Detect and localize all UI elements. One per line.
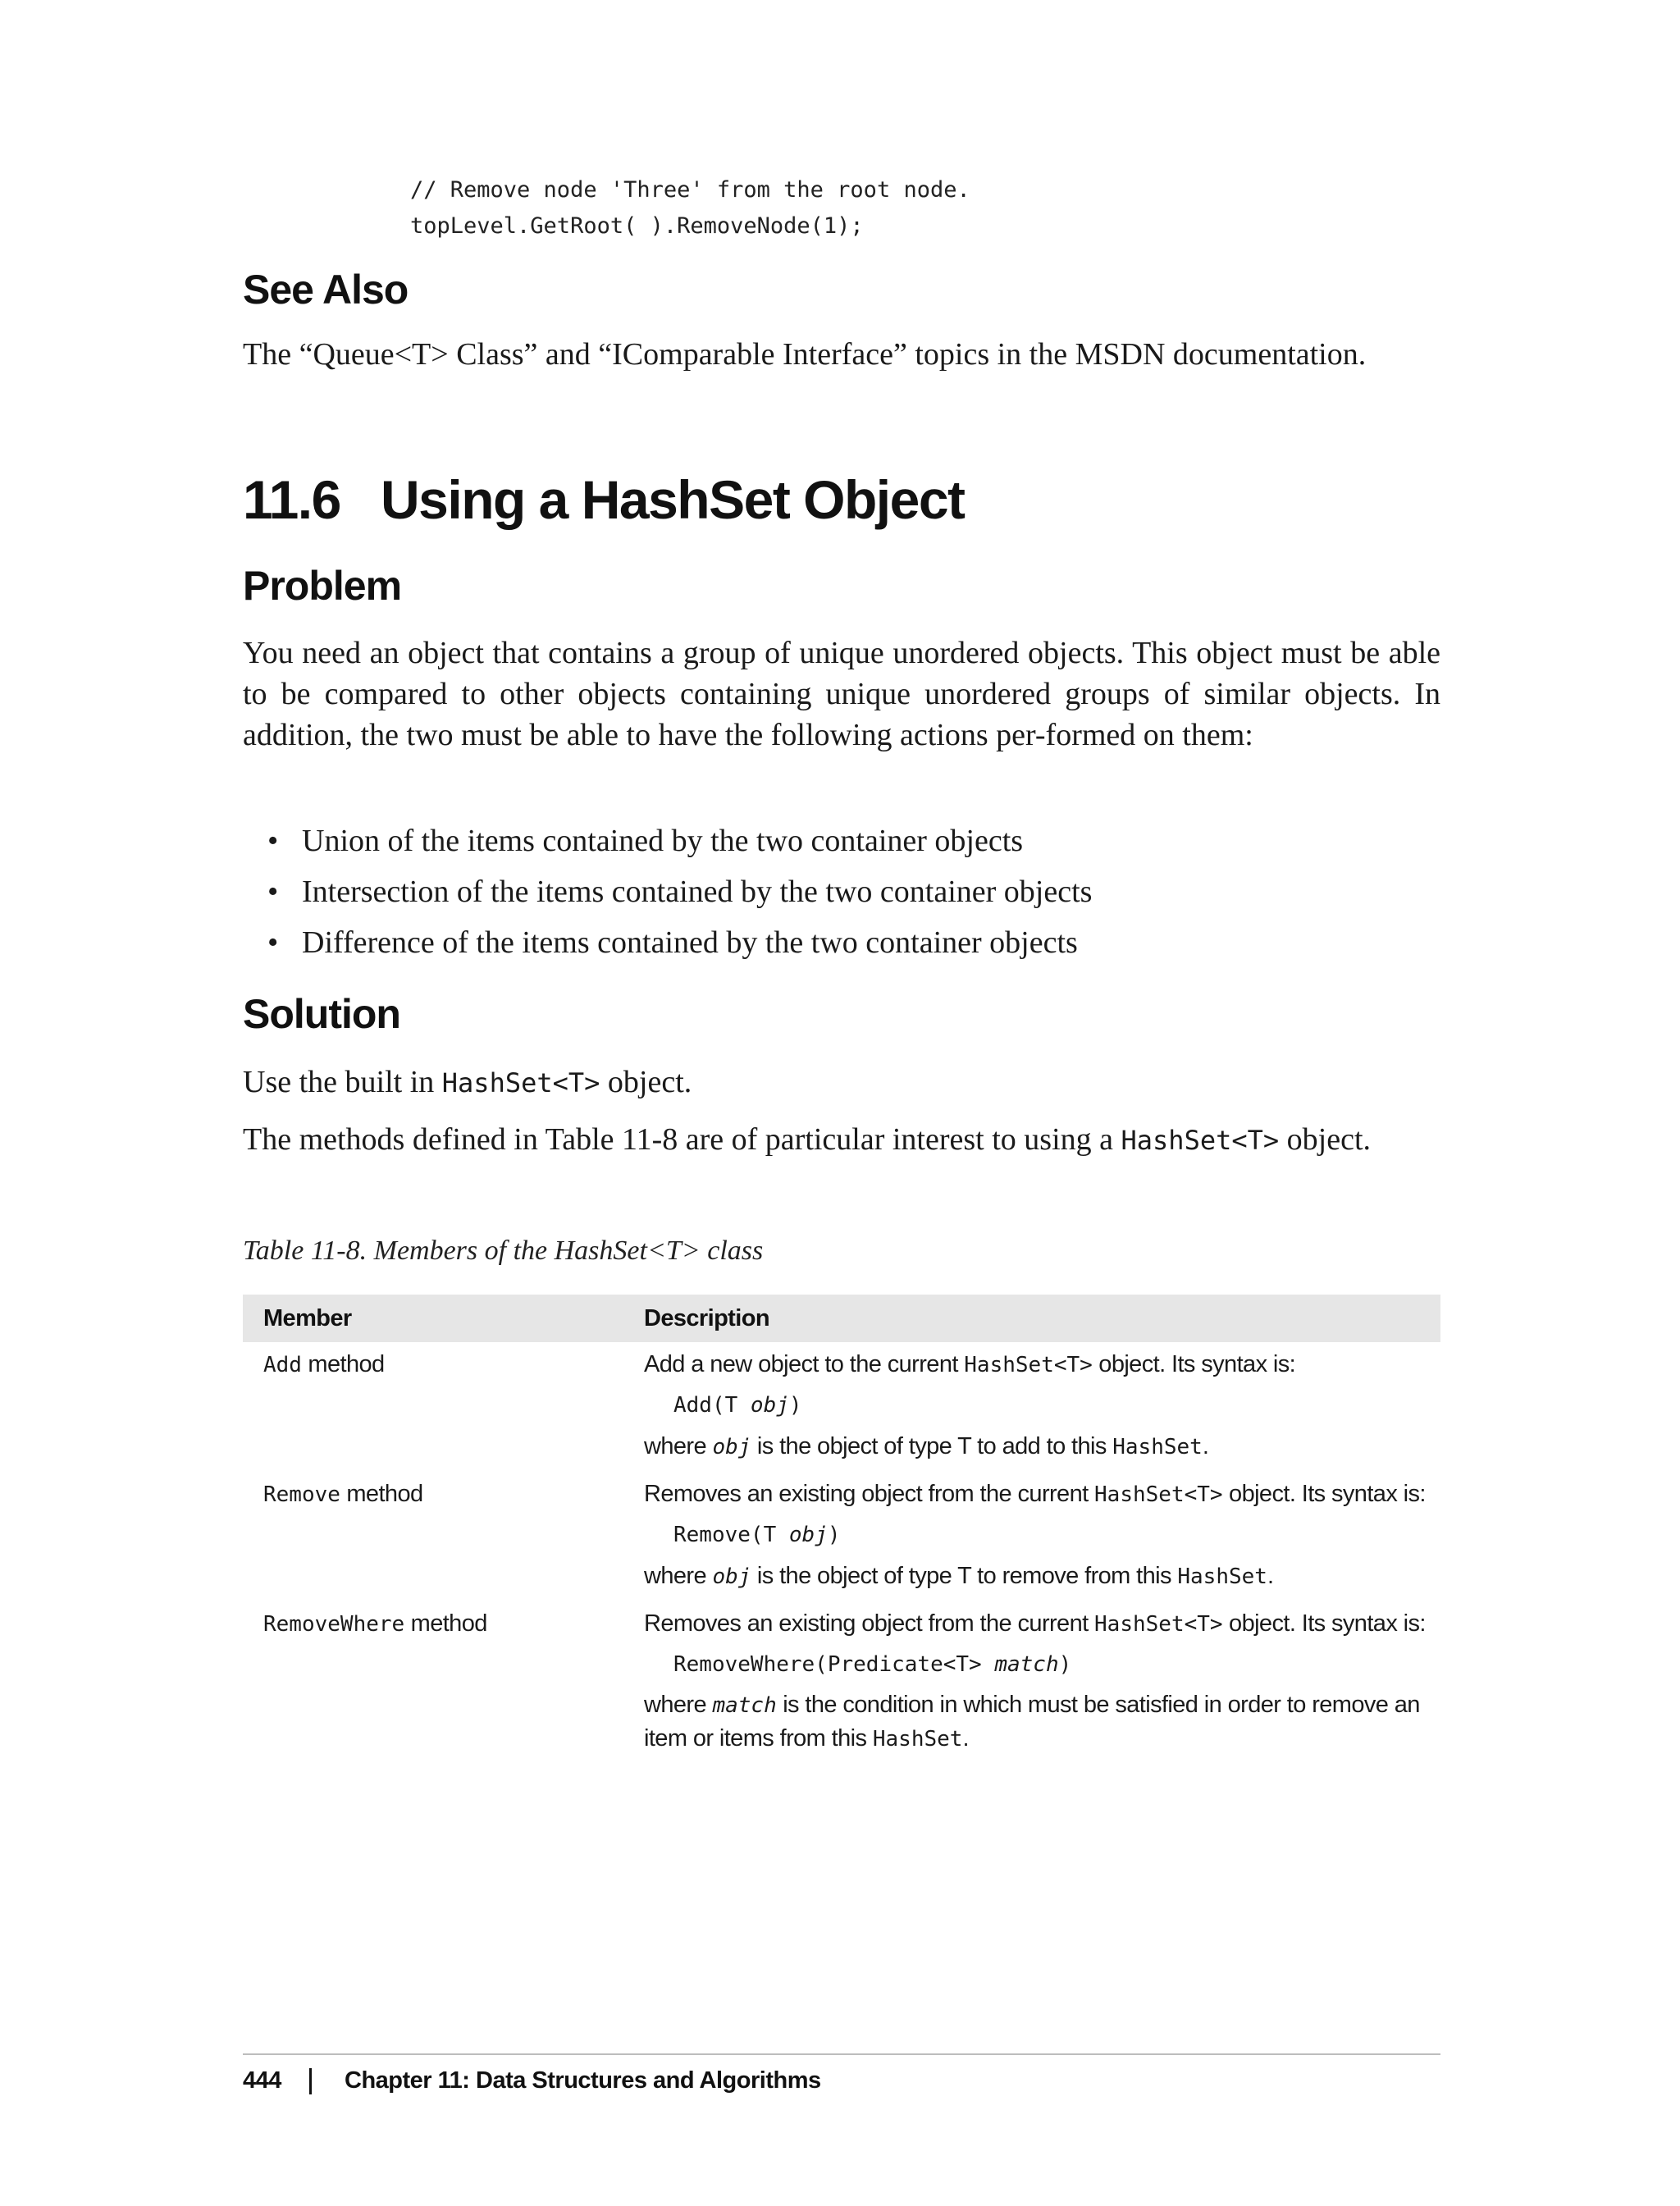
members-table [243, 1295, 1440, 1752]
problem-bullet-list [243, 815, 1440, 968]
inline-code: HashSet<T> [1121, 1125, 1280, 1156]
code-line: topLevel.GetRoot( ).RemoveNode(1); [410, 213, 864, 239]
book-page [243, 0, 1440, 2206]
section-title-text: Using a HashSet Object [381, 469, 965, 530]
table-caption: Table 11-8. Members of the HashSet<T> class [243, 1235, 764, 1266]
bullet-icon: • [267, 875, 279, 909]
bullet-icon: • [267, 824, 279, 858]
table-header-row [243, 1295, 1440, 1342]
syntax-line: RemoveWhere(Predicate<T> match) [673, 1652, 1072, 1677]
list-item: • Intersection of the items contained by the two container objects [243, 866, 1440, 917]
page-number: 444 [243, 2067, 281, 2094]
member-cell: Remove method [263, 1481, 423, 1507]
see-also-heading: See Also [243, 267, 409, 313]
solution-heading: Solution [243, 991, 400, 1037]
problem-heading: Problem [243, 563, 402, 609]
problem-text: You need an object that contains a group of unique unordered objects. This object must be able to be compared to other objects containing unique unordered groups of similar objects. In addition, the two must be able to have the following actions per-formed on them: [243, 636, 1440, 752]
solution-paragraph-1: Use the built in HashSet<T> object. [243, 1065, 692, 1099]
list-item: • Difference of the items contained by the two container objects [243, 917, 1440, 968]
column-header-description: Description [644, 1305, 769, 1331]
section-number: 11.6 [243, 469, 340, 530]
list-item: • Union of the items contained by the two container objects [243, 815, 1440, 866]
code-listing [410, 172, 970, 244]
member-cell: Add method [263, 1351, 385, 1377]
syntax-line: Add(T obj) [673, 1393, 802, 1418]
footer-separator [309, 2068, 312, 2094]
syntax-line: Remove(T obj) [673, 1523, 841, 1547]
column-header-member: Member [263, 1305, 352, 1331]
footer-divider [243, 2053, 1440, 2055]
bullet-icon: • [267, 925, 279, 960]
code-line: // Remove node 'Three' from the root node. [410, 177, 970, 203]
see-also-text: The “Queue<T> Class” and “IComparable Interface” topics in the MSDN documentation. [243, 337, 1367, 372]
member-cell: RemoveWhere method [263, 1610, 487, 1637]
chapter-title: Chapter 11: Data Structures and Algorithms [345, 2067, 821, 2094]
solution-paragraph-2: The methods defined in Table 11-8 are of particular interest to using a HashSet<T> object. [243, 1122, 1372, 1157]
section-title [243, 467, 965, 532]
description-cell: Removes an existing object from the current HashSet<T> object. Its syntax is: RemoveWhere(Predicate<T> match) where match is the condition in which must be satisfied in order to remove an item or items from this HashSet. [644, 1603, 1431, 1756]
description-cell: Removes an existing object from the current HashSet<T> object. Its syntax is: Remove(T obj) where obj is the object of type T to remove from this HashSet. [644, 1473, 1431, 1596]
description-cell: Add a new object to the current HashSet<T> object. Its syntax is: Add(T obj) where obj is the object of type T to add to this HashSet. [644, 1344, 1431, 1467]
inline-code: HashSet<T> [441, 1067, 600, 1098]
